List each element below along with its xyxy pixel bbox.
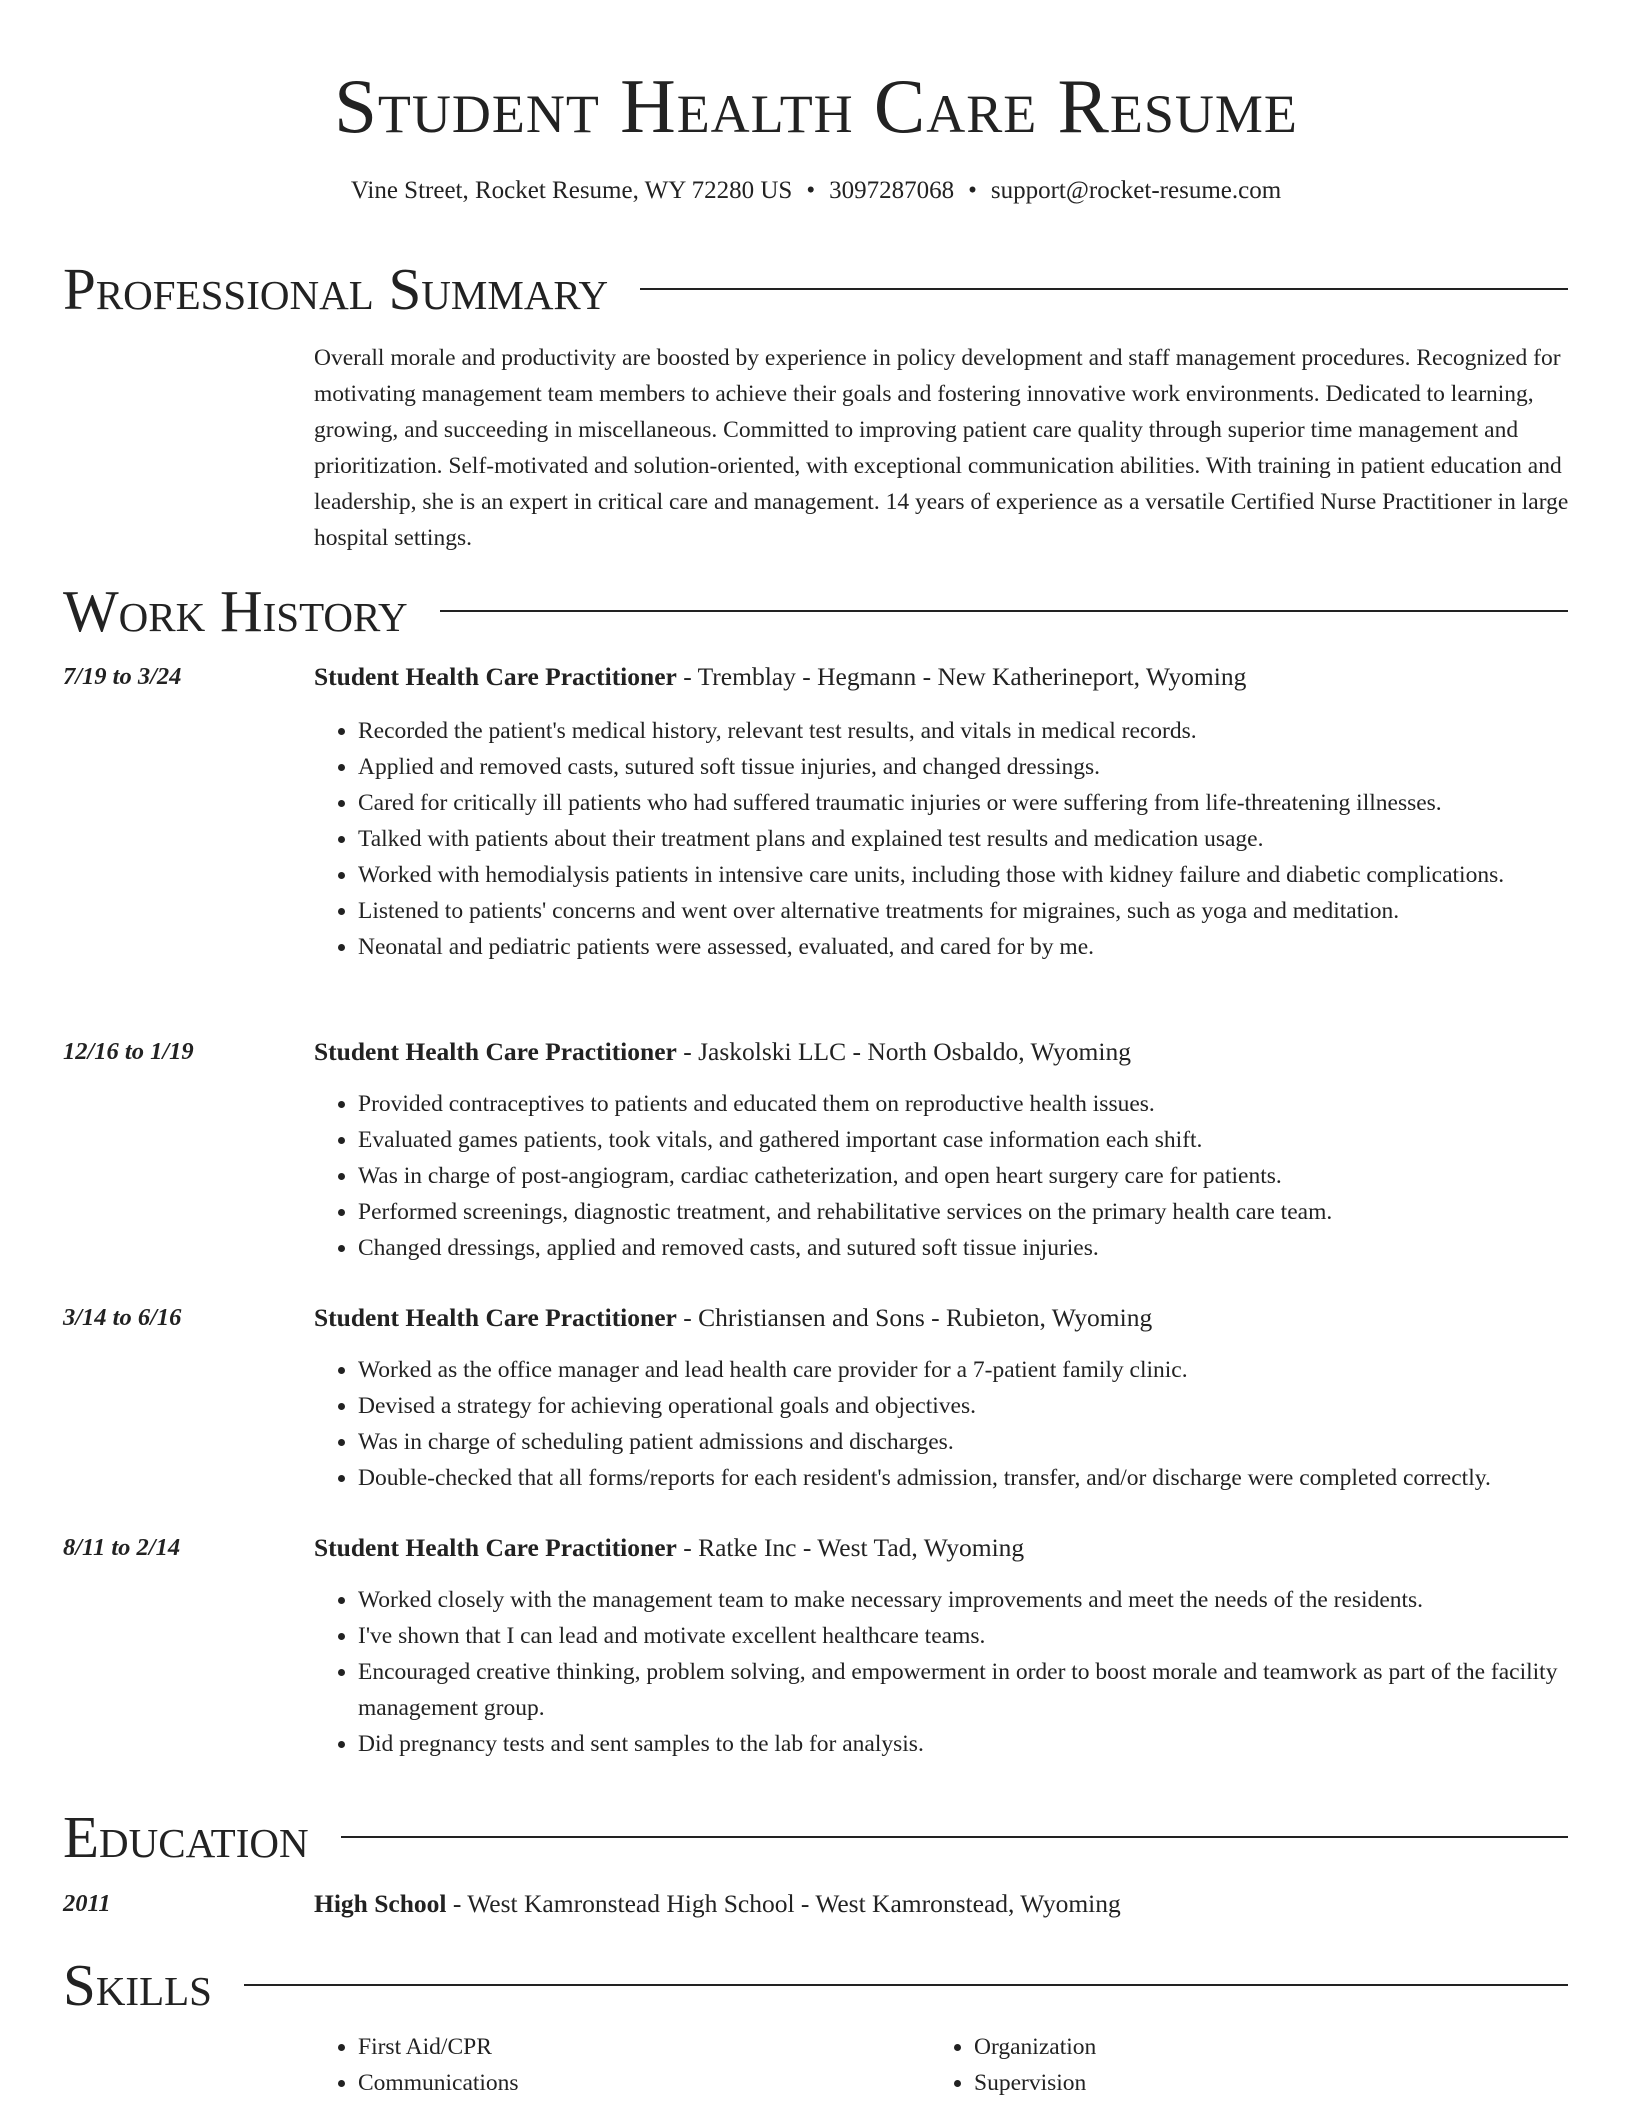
summary-text: Overall morale and productivity are boosted by experience in policy development and staff management procedures. Recognized for motivating management team members to achieve their goals and fostering innovative work environments. Dedicated to learning, growing, and succeeding in miscellaneous. Committed to improving patient care quality through superior time management and prioritization. Self-motivated and solution-oriented, with exceptional communication abilities. With training in patient education and leadership, she is an expert in critical care and management. 14 years of experience as a versatile Certified Nurse Practitioner in large hospital settings. <box>314 345 1569 551</box>
section-divider <box>244 1984 1568 1986</box>
job-bullet: • Cared for critically ill patients who had suffered traumatic injuries or were suffering from life-threatening illnesses. <box>358 785 1568 821</box>
resume-title: Student Health Care Resume <box>334 63 1298 149</box>
bullet-separator: • <box>806 177 816 204</box>
job-role: Student Health Care Practitioner <box>314 1037 677 1066</box>
job-bullet: • Evaluated games patients, took vitals, and gathered important case information each shift. <box>358 1122 1568 1158</box>
job-bullet: • Listened to patients' concerns and went over alternative treatments for migraines, such as yoga and meditation. <box>358 893 1568 929</box>
job-employer: - Jaskolski LLC - North Osbaldo, Wyoming <box>676 1037 1131 1066</box>
job-bullet: • Encouraged creative thinking, problem solving, and empowerment in order to boost morale and teamwork as part of the facility management group. <box>358 1654 1568 1726</box>
section-header-summary <box>63 256 1568 322</box>
job-heading <box>314 1034 1131 1070</box>
contact-line <box>0 175 1632 207</box>
section-divider <box>440 610 1568 612</box>
job-employer: - Ratke Inc - West Tad, Wyoming <box>676 1533 1025 1562</box>
job-bullet: • Applied and removed casts, sutured soft tissue injuries, and changed dressings. <box>358 749 1568 785</box>
job-employer: - Tremblay - Hegmann - New Katherineport, Wyoming <box>676 662 1247 691</box>
job-dates: 8/11 to 2/14 <box>63 1534 181 1561</box>
job-bullet: • Worked closely with the management team to make necessary improvements and meet the needs of the residents. <box>358 1582 1568 1618</box>
job-bullets <box>314 1086 1568 1266</box>
job-bullet: • Devised a strategy for achieving operational goals and objectives. <box>358 1388 1568 1424</box>
job-bullet: • Changed dressings, applied and removed casts, and sutured soft tissue injuries. <box>358 1230 1568 1266</box>
job-bullet: • I've shown that I can lead and motivate excellent healthcare teams. <box>358 1618 1568 1654</box>
job-bullets <box>314 1582 1568 1762</box>
skill-item: • First Aid/CPR <box>358 2029 519 2065</box>
job-bullet: • Neonatal and pediatric patients were assessed, evaluated, and cared for by me. <box>358 929 1568 965</box>
job-bullet: • Double-checked that all forms/reports for each resident's admission, transfer, and/or discharge were completed correctly. <box>358 1460 1568 1496</box>
contact-address: Vine Street, Rocket Resume, WY 72280 US <box>350 177 793 204</box>
job-employer: - Christiansen and Sons - Rubieton, Wyoming <box>676 1303 1153 1332</box>
section-divider <box>640 288 1568 290</box>
job-bullet: • Did pregnancy tests and sent samples to the lab for analysis. <box>358 1726 1568 1762</box>
section-title-skills: Skills <box>63 1952 212 2018</box>
skills-column-1 <box>314 2029 519 2101</box>
job-bullet: • Was in charge of scheduling patient admissions and discharges. <box>358 1424 1568 1460</box>
job-bullet: • Performed screenings, diagnostic treatment, and rehabilitative services on the primary health care team. <box>358 1194 1568 1230</box>
job-role: Student Health Care Practitioner <box>314 662 677 691</box>
contact-email: support@rocket-resume.com <box>990 177 1282 204</box>
section-title-work-history: Work History <box>63 578 408 644</box>
section-header-work-history <box>63 578 1568 644</box>
skills-column-2 <box>930 2029 1096 2101</box>
education-degree: High School <box>314 1889 447 1918</box>
education-heading <box>314 1886 1121 1922</box>
job-role: Student Health Care Practitioner <box>314 1533 677 1562</box>
skill-item: • Supervision <box>974 2065 1096 2101</box>
job-bullet: • Worked with hemodialysis patients in intensive care units, including those with kidney failure and diabetic complications. <box>358 857 1568 893</box>
job-bullets <box>314 1352 1568 1496</box>
job-dates: 3/14 to 6/16 <box>63 1304 182 1331</box>
job-bullet: • Was in charge of post-angiogram, cardiac catheterization, and open heart surgery care for patients. <box>358 1158 1568 1194</box>
job-heading <box>314 1300 1152 1336</box>
bullet-separator: • <box>968 177 977 204</box>
education-school: - West Kamronstead High School - West Kamronstead, Wyoming <box>446 1889 1121 1918</box>
job-bullet: • Recorded the patient's medical history, relevant test results, and vitals in medical records. <box>358 713 1568 749</box>
section-header-education <box>63 1804 1568 1870</box>
section-title-summary: Professional Summary <box>63 256 609 322</box>
section-title-education: Education <box>63 1804 309 1870</box>
skill-item: • Communications <box>358 2065 519 2101</box>
job-role: Student Health Care Practitioner <box>314 1303 677 1332</box>
contact-phone: 3097287068 <box>829 177 955 204</box>
job-dates: 7/19 to 3/24 <box>63 663 182 690</box>
job-bullet: • Provided contraceptives to patients and educated them on reproductive health issues. <box>358 1086 1568 1122</box>
section-divider <box>341 1836 1568 1838</box>
skill-item: • Organization <box>974 2029 1096 2065</box>
job-dates: 12/16 to 1/19 <box>63 1038 194 1065</box>
job-heading <box>314 659 1246 695</box>
education-year: 2011 <box>63 1890 111 1917</box>
job-bullet: • Talked with patients about their treatment plans and explained test results and medication usage. <box>358 821 1568 857</box>
job-bullets <box>314 713 1568 965</box>
job-bullet: • Worked as the office manager and lead health care provider for a 7-patient family clinic. <box>358 1352 1568 1388</box>
section-header-skills <box>63 1952 1568 2018</box>
job-heading <box>314 1530 1024 1566</box>
